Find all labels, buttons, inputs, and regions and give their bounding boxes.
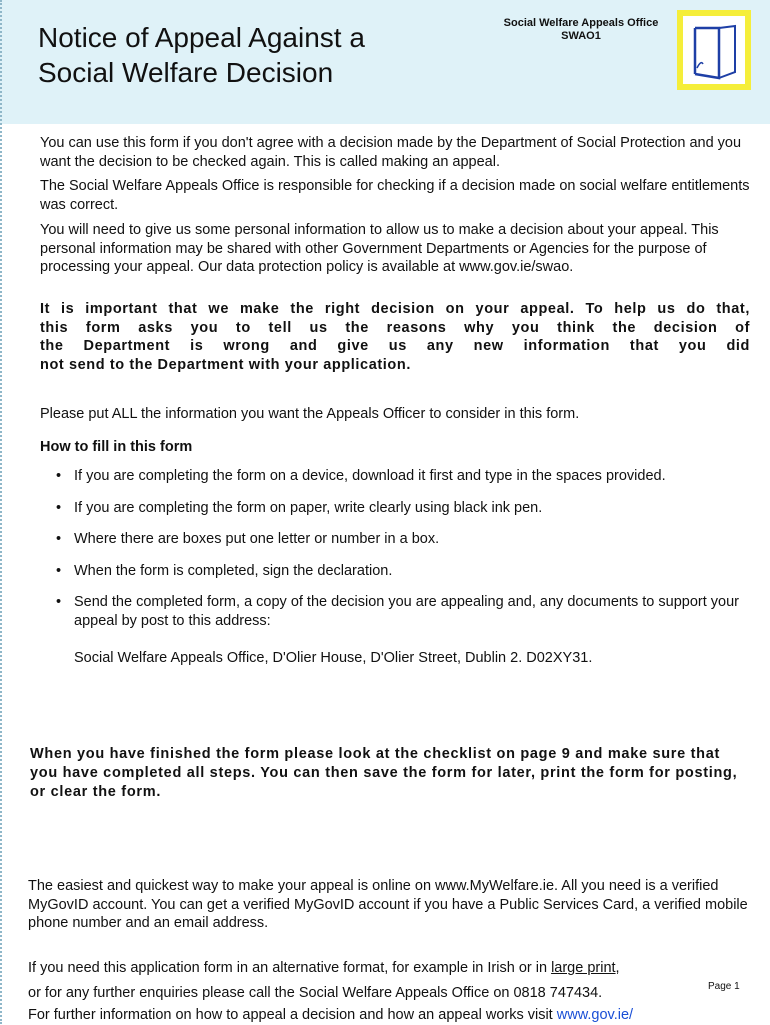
important-notice [40, 300, 750, 374]
title-line-2: Social Welfare Decision [38, 57, 334, 88]
postal-address: Social Welfare Appeals Office, D'Olier House, D'Olier Street, Dublin 2. D02XY31. [74, 650, 593, 666]
further-info-line: For further information on how to appeal a decision and how an appeal works visit www.gov.ie/ [28, 1007, 634, 1023]
alternative-format-line-2: or for any further enquiries please call the Social Welfare Appeals Office on 0818 747434. [28, 985, 603, 1001]
please-put-all: Please put ALL the information you want the Appeals Officer to consider in this form. [40, 406, 580, 422]
important-line-4: not send to the Department with your application. [40, 356, 411, 373]
page-number: Page 1 [708, 981, 740, 992]
intro-paragraph-1: You can use this form if you don't agree with a decision made by the Department of Social Protection and you want the decision to be checked again. This is called making an appeal. [40, 135, 742, 170]
bullet-dot-icon: • [56, 468, 62, 484]
gov-ie-link[interactable]: www.gov.ie/ [556, 1007, 634, 1023]
swao-logo-icon [673, 8, 753, 92]
online-appeal-paragraph: The easiest and quickest way to make your appeal is online on www.MyWelfare.ie. All you need is a verified MyGovID account. You can get a verified MyGovID account if you have a Public Services Card, a verified mobile phone number and an email address. [28, 878, 748, 931]
intro-paragraph-3: You will need to give us some personal information to allow us to make a decision about your appeal. This personal information may be shared with other Government Departments or Agencies for the purpose of processing your appeal. Our data protection policy is available at www.gov.ie/swao. [40, 222, 719, 275]
large-print-link[interactable]: large print [551, 960, 616, 976]
alternative-format-line-1: If you need this application form in an alternative format, for example in Irish or in large print, [28, 960, 620, 976]
important-line-3: the Department is wrong and give us any new information that you did [40, 338, 750, 354]
intro-paragraph-2: The Social Welfare Appeals Office is responsible for checking if a decision made on social welfare entitlements was correct. [40, 178, 750, 213]
important-line-2: this form asks you to tell us the reasons why you think the decision of [40, 319, 750, 336]
page-title [38, 20, 468, 90]
office-name: Social Welfare Appeals Office [503, 17, 659, 29]
form-code: SWAO1 [561, 30, 601, 42]
important-line-1: It is important that we make the right decision on your appeal. To help us do that, [40, 301, 750, 317]
title-line-1: Notice of Appeal Against a [38, 22, 365, 53]
bullet-dot-icon: • [56, 563, 62, 579]
checklist-note: When you have finished the form please look at the checklist on page 9 and make sure that you have completed all steps. You can then save the form for later, print the form for posting, or clear the form. [30, 746, 738, 800]
bullet-dot-icon: • [56, 594, 62, 610]
bullet-dot-icon: • [56, 500, 62, 516]
how-to-heading: How to fill in this form [40, 439, 193, 455]
page-left-border [0, 0, 2, 1024]
bullet-dot-icon: • [56, 531, 62, 547]
